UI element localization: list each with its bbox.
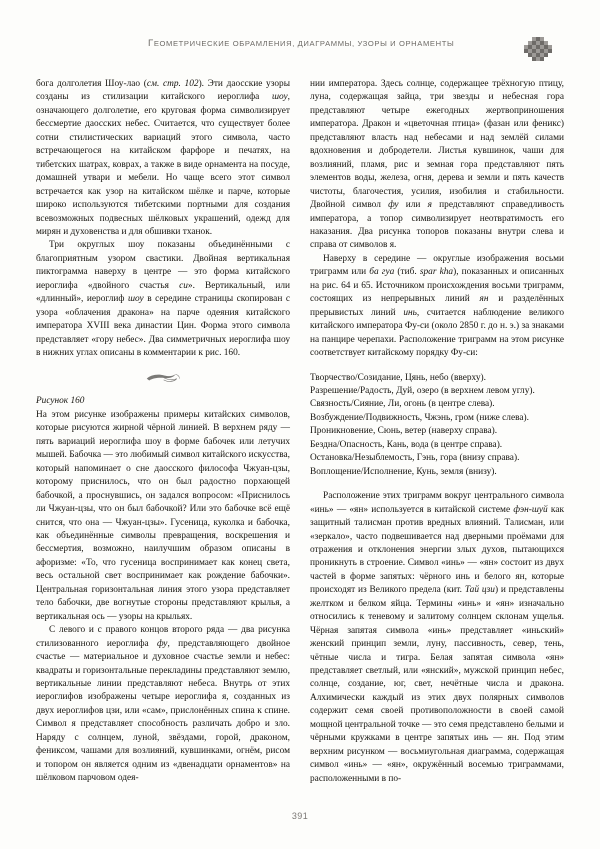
left-column bbox=[36, 78, 290, 784]
trigram-item: Связность/Сияние, Ли, огонь (в центре слева). bbox=[310, 399, 495, 410]
italic-term-ya: я bbox=[427, 200, 432, 211]
paragraph-right-3-b: как защитный талисман против вредных влияний. Талисман, или «зеркало», часто подвешивается над дверными проёмами для отражения и отклонения энергии злых духов, пытающихся проникнуть в строение. Символ «инь» — «ян» состоит из двух частей в форме запятых: чёрного инь и белого ян, которые происходят из Великого предела (кит. bbox=[310, 504, 565, 596]
running-header-title-rest: ЕОМЕТРИЧЕСКИЕ ОБРАМЛЕНИЯ, ДИАГРАММЫ, УЗОРЫ И ОРНАМЕНТЫ bbox=[153, 39, 455, 48]
paragraph-right-1 bbox=[310, 78, 564, 253]
paragraph-right-1-tail: представляют справедливость императора, а топор символизирует неотвратимость его наказания. Два рисунка топоров показаны внутри слева и справа от символов я. bbox=[310, 200, 564, 251]
paragraph-right-2-c: ), показанных и описанных на рис. 64 и 65. Источником происхождения восьми триграмм, состоящих из непрерывных линий bbox=[310, 267, 564, 305]
italic-term-fu-2: фу bbox=[388, 200, 399, 211]
italic-term-ba-gua: ба гуа bbox=[369, 267, 395, 278]
page-number: 391 bbox=[291, 811, 309, 821]
trigram-item: Воплощение/Исполнение, Кунь, земля (внизу). bbox=[310, 466, 497, 477]
paragraph-right-1-head: нии императора. Здесь солнце, содержащее трёхногую птицу, луна, содержащая зайца, три звезды и небесная гора представляют четыре ежегодных жертвоприношения императора. Дракон и «цветочная птица» (фазан или феникс) представляют власть над небесами и над землёй силами вдохновения и добродетели. Листья кувшинок, чаши для возлияний, пламя, рис и земная гора представляют пять элементов воды, железа, огня, дерева и земли и пять качеств чистоты, благочестия, усилия, изобилия и стабильности. Двойной символ bbox=[310, 79, 564, 211]
trigram-item: Возбуждение/Подвижность, Чжэнь, гром (ниже слева). bbox=[310, 412, 529, 423]
paragraph-right-3 bbox=[310, 490, 564, 786]
paragraph-right-2 bbox=[310, 253, 564, 361]
italic-term-yin: инь bbox=[403, 307, 417, 318]
italic-term-spar-kha: spar kha bbox=[419, 267, 454, 278]
paragraph-right-2-e: , считается наблюдение великого китайского императора Фу-си (около 2850 г. до н. э.) за знаками на панцире черепахи. Расположение триграмм на этом рисунке соответствует китайскому порядку Фу-си: bbox=[310, 307, 564, 359]
italic-term-feng-shui: фэн-шуй bbox=[513, 504, 548, 515]
flourish-ornament bbox=[36, 361, 290, 395]
paragraph-left-4-tail: , представляющего двойное счастье — материальное и духовное счастье земли и небес: квадраты и горизонтальные перекладины представляют землю, вертикальные линии представляют небеса. Внутрь от этих иероглифов изображены четыре иероглифа я, созданных из двух иероглифов цзи, или «сам», прислонённых спина к спине. Символ я представляет способность различать добро и зло. Наряду с солнцем, луной, звёздами, горой, драконом, фениксом, чашами для возлияний, кувшинками, огнём, рисом и топором он является одним из «двенадцати орнаментов» на шёлковом парчовом одея- bbox=[36, 638, 290, 784]
running-header bbox=[36, 38, 564, 62]
italic-term-tai-ji: Тай цзи bbox=[464, 585, 495, 596]
trigram-item: Творчество/Созидание, Цянь, небо (вверху). bbox=[310, 372, 486, 383]
trigram-item: Разрешение/Радость, Дуй, озеро (в верхнем левом углу). bbox=[310, 385, 535, 396]
body-columns bbox=[36, 78, 565, 784]
italic-term-shou-2: шоу bbox=[128, 294, 144, 305]
paragraph-right-2-b: (тиб. bbox=[394, 267, 420, 278]
paragraph-right-3-a: Расположение этих триграмм вокруг центрального символа «инь» — «ян» используется в китайской системе bbox=[310, 491, 564, 515]
running-header-title bbox=[148, 38, 454, 49]
paragraph-spacer bbox=[310, 479, 564, 490]
paragraph-left-2-head: Три округлых шоу показаны объединёнными с благоприятным узором свастики. Двойная вертикальная пиктограмма наверху в центре — это форма китайского иероглифа «двойного счастья bbox=[36, 240, 290, 291]
italic-term-fu: фу bbox=[156, 638, 168, 649]
italic-term-si: си bbox=[179, 280, 188, 291]
paragraph-left-2-tail: в середине страницы скопирован с узора «облачения дракона» на парче одеяния китайского императора XVIII века династии Цин. Форма этого символа представляет «гору небес». Два симметричных иероглифа шоу в нижних углах описаны в комментарии к рис. 160. bbox=[36, 294, 290, 359]
figure-caption-label: Рисунок 160 bbox=[36, 395, 85, 406]
italic-term-shou: шоу bbox=[271, 92, 288, 103]
trigram-item: Бездна/Опасность, Кань, вода (в центре справа). bbox=[310, 439, 503, 450]
trigram-list bbox=[310, 372, 564, 480]
italic-reference-page: см. стр. 102 bbox=[146, 79, 199, 89]
trigram-item: Остановка/Незыблемость, Гэнь, гора (внизу справа). bbox=[310, 453, 520, 464]
running-header-title-initial: Г bbox=[148, 38, 154, 49]
trigram-item: Проникновение, Сюнь, ветер (наверху справа). bbox=[310, 426, 498, 437]
paragraph-right-3-c: ) и представлены желтком и белком яйца. Термины «инь» и «ян» изначально относились к теневому и залитому солнцем склонам ущелья. Чёрная запятая символа «инь» представляет «иньский» женский принцип земли, луну, пассивность, север, тень, чётные числа и тигра. Белая запятая символа «ян» представляет светлый, или «янский», мужской принцип небес, солнце, создание, юг, свет, нечётные числа и дракона. Алхимически каждый из этих двух полярных символов содержит семя своей противоположности в своей самой мощной центральной точке — это семя представлено белыми и чёрными кружками в центре запятых инь — ян. Под этим верхним рисунком — восьмиугольная диаграмма, содержащая символ «инь» — «ян», окружённый восемью триграммами, расположенными в по- bbox=[310, 585, 564, 784]
paragraph-right-2-a: Наверху в середине — округлые изображения восьми триграмм или bbox=[310, 253, 564, 278]
paragraph-left-4 bbox=[36, 624, 290, 785]
paragraph-left-2-mid: ». Вертикальный, или «длинный», иероглиф bbox=[36, 280, 290, 305]
paragraph-right-2-d: и разделённых прерывистых линий bbox=[310, 294, 564, 318]
paragraph-left-1: бога долголетия Шоу-лао (см. стр. 102). Эти даосские узоры созданы из стилизации китайского иероглифа шоу, означающего долголетие, его круговая форма символизирует бессмертие даосских небес. Считается, что существует более сотни стилистических вариаций этого символа, часто встречающегося на китайском фарфоре и печатях, на тибетских шатрах, коврах, а также в виде орнамента на посуде, домашней утвари и мебели. Но чаще всего этот символ встречается как узор на китайском шёлке и парче, которые широко используются тибетскими портными для создания всевозможных подвесных шёлковых украшений, одежд для мирян и духовенства и для обшивки тханок. bbox=[36, 79, 290, 237]
paragraph-left-2 bbox=[36, 239, 290, 360]
paragraph-right-1-mid: или bbox=[398, 200, 428, 211]
italic-term-yang: ян bbox=[479, 294, 489, 305]
paragraph-left-4-head: С левого и с правого концов второго ряда — два рисунка стилизованного иероглифа bbox=[36, 625, 290, 649]
right-column bbox=[310, 78, 565, 784]
diamond-checker-ornament bbox=[518, 34, 558, 62]
paragraph-left-3: На этом рисунке изображены примеры китайских символов, которые рисуются жирной чёрной линией. В верхнем ряду — пять вариаций иероглифа шоу в форме бабочек или летучих мышей. Бабочка — это любимый символ китайского искусства, который напоминает о сне даосского философа Чжуан-цзы, которому приснилось, что он был радостно порхающей бабочкой, а проснувшись, он задался вопросом: «Приснилось ли Чжуан-цзы, что он был бабочкой? Или это бабочке всё ещё снится, что она — Чжуан-цзы». Гусеница, куколка и бабочка, как объединённые символы превращения, воскрешения и бессмертия, возможно, наилучшим образом описаны в афоризме: «То, что гусеница воспринимает как конец света, весь остальной свет воспринимает как рождение бабочки». Центральная горизонтальная линия этого узора представляет тело бабочки, две вогнутые стороны представляют крылья, а вертикальная ось — узоры на крыльях. bbox=[36, 409, 290, 622]
